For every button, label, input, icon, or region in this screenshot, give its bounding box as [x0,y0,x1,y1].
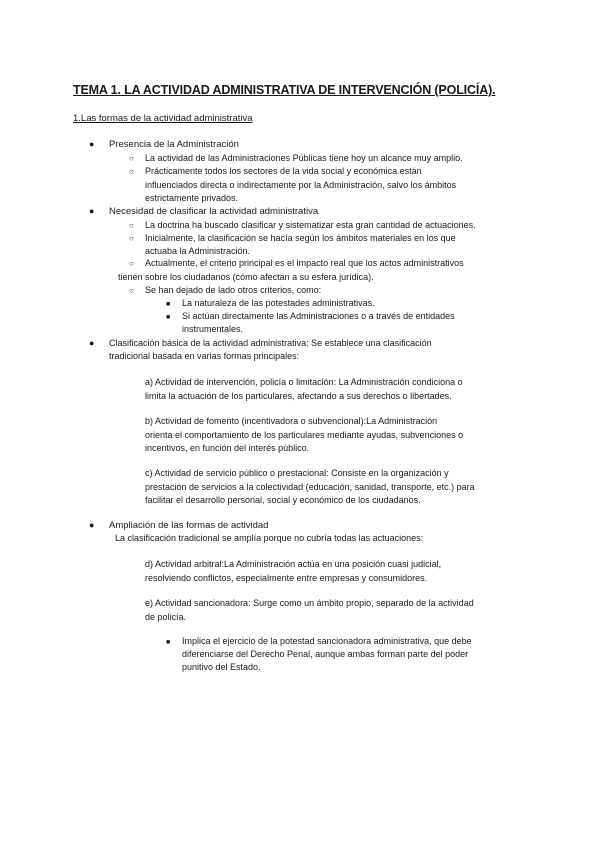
section-heading: 1.Las formas de la actividad administrativa [73,113,253,124]
p1-sub2-line: Prácticamente todos los sectores de la vida social y económica están [145,166,422,176]
p4-heading: Ampliación de las formas de actividad [109,520,269,531]
p2-sub2-line: actuaba la Administración. [145,246,251,256]
p2-sub2-line: Inicialmente, la clasificación se hacía según los ámbitos materiales en los que [145,233,456,243]
p3-b-line: orienta el comportamiento de los particulares mediante ayudas, subvenciones o [145,430,464,440]
p3-a-line: limita la actuación de los particulares, afectando a sus derechos o libertades. [145,391,452,401]
p2-sub3-line: Actualmente, el criterio principal es el impacto real que los actos administrativos [145,258,464,268]
p3-b-line: b) Actividad de fomento (incentivadora o subvencional):La Administración [145,416,438,426]
page-title: TEMA 1. LA ACTIVIDAD ADMINISTRATIVA DE INTERVENCIÓN (POLICÍA). [73,83,496,97]
p1-sub2-line: influenciados directa o indirectamente por la Administración, salvo los ámbitos [145,180,457,190]
bullet-square-icon: ■ [166,314,171,321]
p3-a-line: a) Actividad de intervención, policía o limitación: La Administración condiciona o [145,377,463,387]
bullet-circle-icon: ○ [129,286,134,295]
p4-d-line: d) Actividad arbitral:La Administración actúa en una posición cuasi judicial, [145,559,442,569]
p4-d-line: resolviendo conflictos, especialmente entre empresas y consumidores. [145,573,428,583]
p3-b-line: incentivos, en función del interés público. [145,443,310,453]
p2-sq1: La naturaleza de las potestades administrativas. [182,298,375,308]
p2-sub3-line: tienen sobre los ciudadanos (cómo afectan a su esfera jurídica). [118,272,374,282]
bullet-disc-icon: ● [89,520,95,530]
p2-sub4: Se han dejado de lado otros criterios, como: [145,285,322,295]
p4-sq-line: Implica el ejercicio de la potestad sancionadora administrativa, que debe [182,636,472,646]
p3-c-line: facilitar el desarrollo personal, social y económico de los ciudadanos. [145,495,421,505]
p1-heading: Presencia de la Administración [109,139,239,150]
p3-c-line: prestación de servicios a la colectividad (educación, sanidad, transporte, etc.) para [145,482,475,492]
p2-sub1: La doctrina ha buscado clasificar y sistematizar esta gran cantidad de actuaciones. [145,220,476,230]
bullet-circle-icon: ○ [129,167,134,176]
p4-sq-line: punitivo del Estado. [182,662,261,672]
bullet-disc-icon: ● [89,139,95,149]
p4-sq-line: diferenciarse del Derecho Penal, aunque ambas forman parte del poder [182,649,469,659]
bullet-circle-icon: ○ [129,221,134,230]
p2-heading: Necesidad de clasificar la actividad administrativa [109,206,319,217]
bullet-circle-icon: ○ [129,234,134,243]
p4-intro: La clasificación tradicional se amplía porque no cubría todas las actuaciones: [115,533,424,543]
p3-heading-line: tradicional basada en varias formas principales: [109,351,300,361]
p4-e-line: de policía. [145,612,187,622]
p3-heading-line: Clasificación básica de la actividad administrativa: Se establece una clasificación [109,338,432,348]
p3-c-line: c) Actividad de servicio público o prestacional: Consiste en la organización y [145,468,449,478]
p1-sub2-line: estrictamente privados. [145,193,239,203]
bullet-square-icon: ■ [166,301,171,308]
p2-sq2-line: Si actúan directamente las Administraciones o a través de entidades [182,311,455,321]
bullet-disc-icon: ● [89,206,95,216]
p1-sub1: La actividad de las Administraciones Públicas tiene hoy un alcance muy amplio. [145,153,463,163]
p2-sq2-line: instrumentales. [182,324,244,334]
bullet-disc-icon: ● [89,338,95,348]
p4-e-line: e) Actividad sancionadora: Surge como un ámbito propio, separado de la actividad [145,598,474,608]
bullet-circle-icon: ○ [129,259,134,268]
bullet-square-icon: ■ [166,639,171,646]
bullet-circle-icon: ○ [129,154,134,163]
